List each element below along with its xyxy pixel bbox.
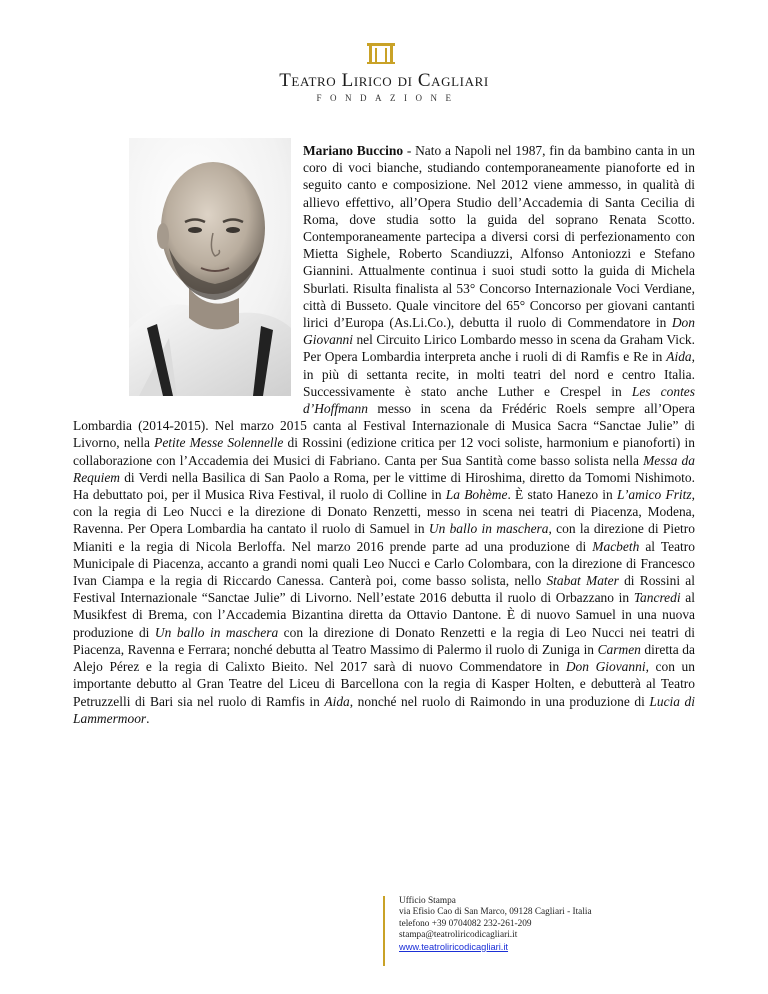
- bio-text: . È stato Hanezo in: [507, 487, 617, 503]
- bio-text: , con la direzione di Pietro Mianiti e la regia di Nicola Berloffa. Nel marzo 2016 prende parte ad una produzione di: [73, 521, 695, 554]
- bio-text: .: [146, 710, 150, 726]
- portrait-spacer: [73, 142, 303, 414]
- org-title: Teatro Lirico di Cagliari: [279, 70, 489, 91]
- bio-text: nel Circuito Lirico Lombardo messo in scena da Graham Vick. Per Opera Lombardia interpreta anche i ruoli di di Ramfis e Re in: [303, 332, 695, 365]
- bio-text: di Rossini (edizione critica per 12 voci soliste, harmonium e pianoforti) in collaborazione con l’Accademia dei Musici di Fabriano. Canta per Sua Santità come basso solista nella: [73, 435, 695, 468]
- work-title: La Bohème: [445, 487, 508, 503]
- work-title: Macbeth: [592, 538, 640, 554]
- work-title: Tancredi: [633, 590, 681, 606]
- bio-text: al Musikfest di Brema, con l’Accademia Bizantina diretta da Ottavio Dantone. È di nuovo Samuel in una nuova produzione di: [73, 590, 695, 640]
- phone: telefono +39 0704082 232-261-209: [399, 918, 532, 929]
- bio-text: , nonché nel ruolo di Raimondo in una produzione di: [349, 693, 650, 709]
- bio-text: con la direzione di Donato Renzetti e la regia di Leo Nucci nei teatri di Piacenza, Ravenna e Ferrara; nonché debutta al Teatro Massimo di Palermo il ruolo di Zuniga in: [73, 624, 695, 657]
- biography-text: [73, 142, 695, 727]
- bio-text: di Rossini al Festival Internazionale “Sanctae Julie” di Livorno. Nell’estate 2016 debutta il ruolo di Orbazzano in: [73, 573, 695, 606]
- work-title: Don Giovanni: [303, 315, 695, 348]
- work-title: Les contes d’Hoffmann: [303, 383, 695, 417]
- work-title: Un ballo in maschera: [154, 624, 279, 640]
- theatre-logo-icon: [366, 41, 396, 65]
- address: via Efisio Cao di San Marco, 09128 Cagliari - Italia: [399, 907, 592, 918]
- press-office-label: Ufficio Stampa: [399, 896, 456, 906]
- bio-text: , con la regia di Leo Nucci e la direzione di Donato Renzetti, messo in scena nei teatri di Piacenza, Modena, Ravenna. Per Opera Lombardia ha cantato il ruolo di Samuel in: [73, 487, 695, 537]
- email[interactable]: stampa@teatroliricodicagliari.it: [399, 930, 518, 941]
- work-title: Don Giovanni: [565, 659, 646, 675]
- bio-text: , in più di settanta recite, in molti teatri del nord e centro Italia. Successivamente è stato anche Luther e Crespel in: [303, 349, 695, 399]
- work-title: Lucia di Lammermoor: [73, 693, 695, 726]
- bio-text: , con un importante debutto al Gran Teatre del Liceu di Barcellona con la regia di Kasper Holten, e debutterà al Teatro Petruzzelli di Bari sia nel ruolo di Ramfis in: [73, 659, 695, 709]
- work-title: Un ballo in maschera: [428, 521, 549, 537]
- work-title: Stabat Mater: [546, 573, 619, 589]
- work-title: Aida: [324, 693, 350, 709]
- work-title: Aida: [666, 349, 692, 365]
- bio-text: diretta da Alejo Pérez e la regia di Calixto Bieito. Nel 2017 sarà di nuovo Commendatore in: [73, 641, 695, 675]
- work-title: Petite Messe Solennelle: [154, 435, 284, 451]
- bio-text: di Verdi nella Basilica di San Paolo a Roma, per le vittime di Hiroshima, diretto da Tomomi Nishimoto. Ha debuttato poi, per il Musica Riva Festival, il ruolo di Colline in: [73, 469, 695, 503]
- website-link[interactable]: www.teatroliricodicagliari.it: [399, 941, 509, 952]
- artist-name: Mariano Buccino: [303, 143, 404, 158]
- bio-text: - Nato a Napoli nel 1987, fin da bambino canta in un coro di voci bianche, studiando contemporaneamente pianoforte ed in seguito canto e composizione. Nel 2012 viene ammesso, in qualità di allievo effettivo, all’Opera Studio dell’Accademia di Santa Cecilia di Roma, dove studia sotto la guida del soprano Renata Scotto. Contemporaneamente partecipa a diversi corsi di perfezionamento con Mietta Sighele, Roberto Scandiuzzi, Alfonso Antoniozzi e Stefano Giannini. Attualmente continua i suoi studi sotto la guida di Michela Sburlati. Risulta finalista al 53° Concorso Internazionale Voci Verdiane, città di Busseto. Quale vincitore del 65° Concorso per giovani cantanti lirici d’Europa (As.Li.Co.), debutta il ruolo di Commendatore in: [303, 143, 695, 331]
- work-title: Carmen: [597, 641, 641, 657]
- org-subtitle: FONDAZIONE: [316, 93, 460, 103]
- bio-text: messo in scena da Frédéric Roels sempre all’Opera Lombardia (2014-2015). Nel marzo 2015 canta al Festival Internazionale di Musica Sacra “Sanctae Julie” di Livorno, nella: [73, 401, 695, 451]
- work-title: L’amico Fritz: [616, 487, 692, 503]
- press-office-contact: [383, 896, 592, 966]
- work-title: Messa da Requiem: [73, 452, 695, 485]
- bio-text: al Teatro Municipale di Piacenza, accanto a grandi nomi quali Leo Nucci e Carlo Colombara, con la direzione di Francesco Ivan Ciampa e la regia di Riccardo Canessa. Canterà poi, come basso solista, nello: [73, 538, 695, 589]
